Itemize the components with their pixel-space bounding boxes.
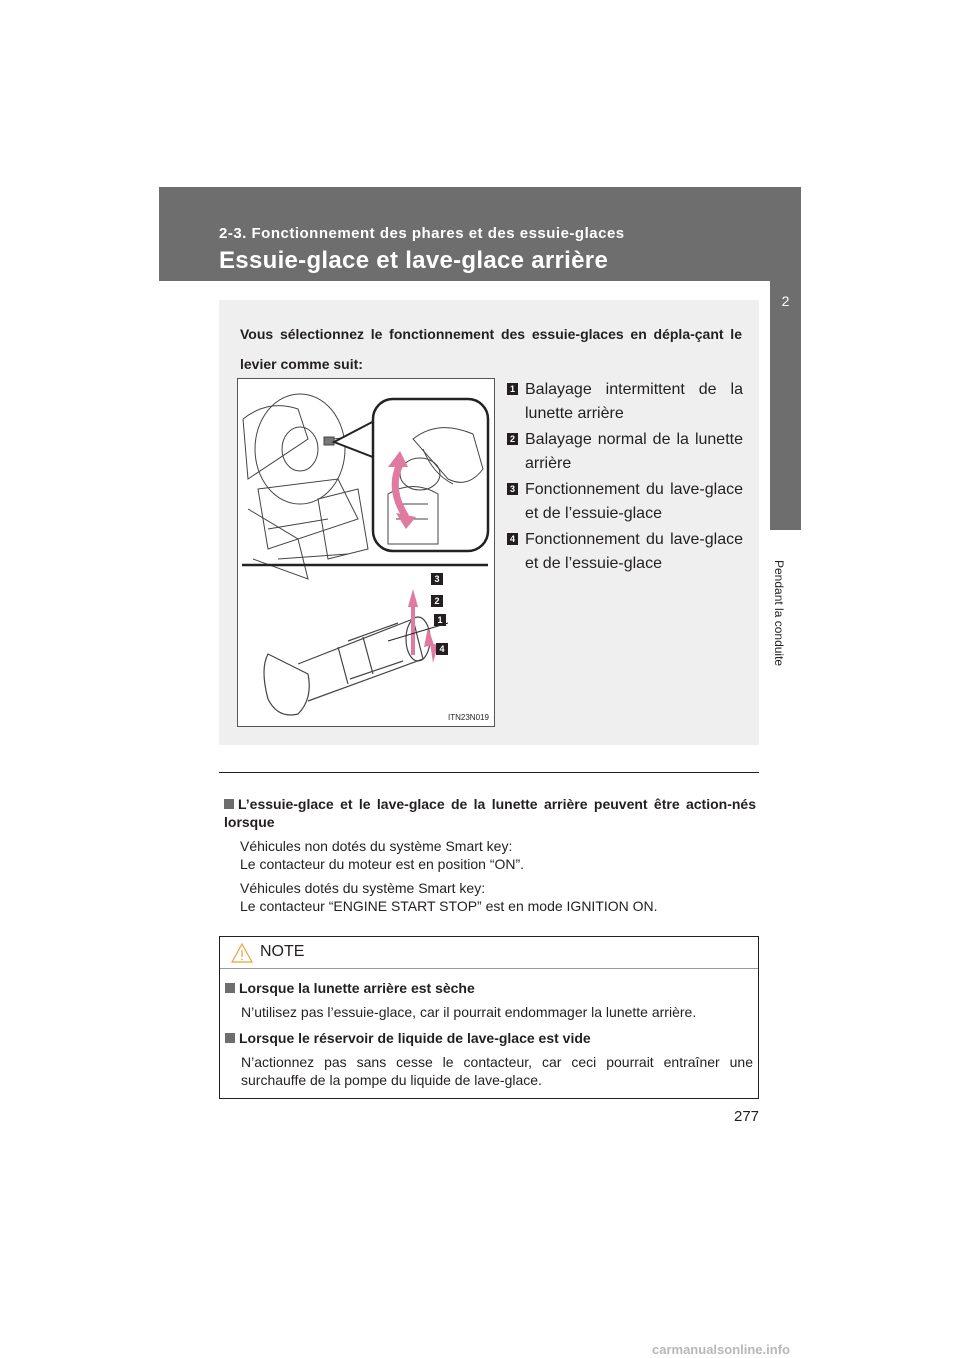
list-item bbox=[507, 378, 743, 426]
position-marker: 4 bbox=[507, 533, 518, 545]
list-item bbox=[507, 478, 743, 526]
position-text: Balayage normal de la lunette arrière bbox=[525, 431, 743, 472]
wiper-lever-figure bbox=[237, 378, 495, 727]
watermark: carmanualsonline.info bbox=[652, 1342, 790, 1357]
chapter-header bbox=[159, 187, 801, 281]
note-heading-row bbox=[225, 979, 753, 997]
figure-caption: ITN23N019 bbox=[448, 713, 489, 722]
bullet-square-icon bbox=[224, 799, 234, 809]
info-heading-row bbox=[224, 795, 756, 831]
note-heading: Lorsque le réservoir de liquide de lave-glace est vide bbox=[239, 1030, 591, 1046]
info-block bbox=[224, 795, 756, 915]
chapter-tab-label-wrap bbox=[770, 560, 801, 770]
note-body bbox=[225, 979, 753, 1097]
info-p2-line1: Véhicules dotés du système Smart key: bbox=[240, 880, 486, 896]
chapter-tab bbox=[770, 263, 801, 530]
position-marker: 2 bbox=[507, 433, 518, 445]
page-title: Essuie-glace et lave-glace arrière bbox=[219, 247, 609, 274]
warning-triangle-icon bbox=[230, 942, 254, 964]
bullet-square-icon bbox=[225, 1033, 235, 1043]
position-list bbox=[507, 378, 743, 578]
info-p1-line2: Le contacteur du moteur est en position “ON”. bbox=[240, 856, 525, 872]
note-header bbox=[220, 937, 758, 969]
figure-marker-2: 2 bbox=[431, 595, 443, 607]
info-paragraph-2 bbox=[240, 879, 756, 915]
note-text: N’utilisez pas l’essuie-glace, car il pourrait endommager la lunette arrière. bbox=[241, 1004, 697, 1020]
figure-marker-1: 1 bbox=[434, 614, 446, 626]
bullet-square-icon bbox=[225, 983, 235, 993]
position-marker: 1 bbox=[507, 383, 518, 395]
info-paragraph-1 bbox=[240, 837, 756, 873]
section-title: 2-3. Fonctionnement des phares et des essuie-glaces bbox=[219, 225, 625, 242]
position-text: Fonctionnement du lave-glace et de l’essuie-glace bbox=[525, 531, 743, 572]
note-heading-row bbox=[225, 1029, 753, 1047]
note-text: N’actionnez pas sans cesse le contacteur, car ceci pourrait entraîner une surchauffe de la pompe du liquide de lave-glace. bbox=[241, 1054, 753, 1088]
list-item bbox=[507, 428, 743, 476]
info-p1-line1: Véhicules non dotés du système Smart key: bbox=[240, 838, 513, 854]
intro-text: Vous sélectionnez le fonctionnement des essuie-glaces en dépla-çant le levier comme suit: bbox=[240, 326, 742, 372]
info-p2-line2: Le contacteur “ENGINE START STOP” est en mode IGNITION ON. bbox=[240, 898, 658, 914]
position-text: Fonctionnement du lave-glace et de l’essuie-glace bbox=[525, 481, 743, 522]
chapter-tab-label: Pendant la conduite bbox=[772, 560, 786, 667]
figure-marker-3: 3 bbox=[431, 573, 443, 585]
list-item bbox=[507, 528, 743, 576]
figure-marker-4: 4 bbox=[436, 643, 448, 655]
section-divider bbox=[219, 772, 759, 773]
wiper-lever-illustration bbox=[238, 379, 494, 726]
note-box bbox=[219, 936, 759, 1099]
position-marker: 3 bbox=[507, 483, 518, 495]
note-label: NOTE bbox=[260, 943, 305, 960]
position-text: Balayage intermittent de la lunette arrière bbox=[525, 381, 743, 422]
info-heading: L’essuie-glace et le lave-glace de la lunette arrière peuvent être action-nés lorsque bbox=[224, 796, 756, 830]
chapter-number: 2 bbox=[781, 293, 790, 309]
page-number: 277 bbox=[734, 1108, 760, 1125]
note-heading: Lorsque la lunette arrière est sèche bbox=[239, 980, 475, 996]
